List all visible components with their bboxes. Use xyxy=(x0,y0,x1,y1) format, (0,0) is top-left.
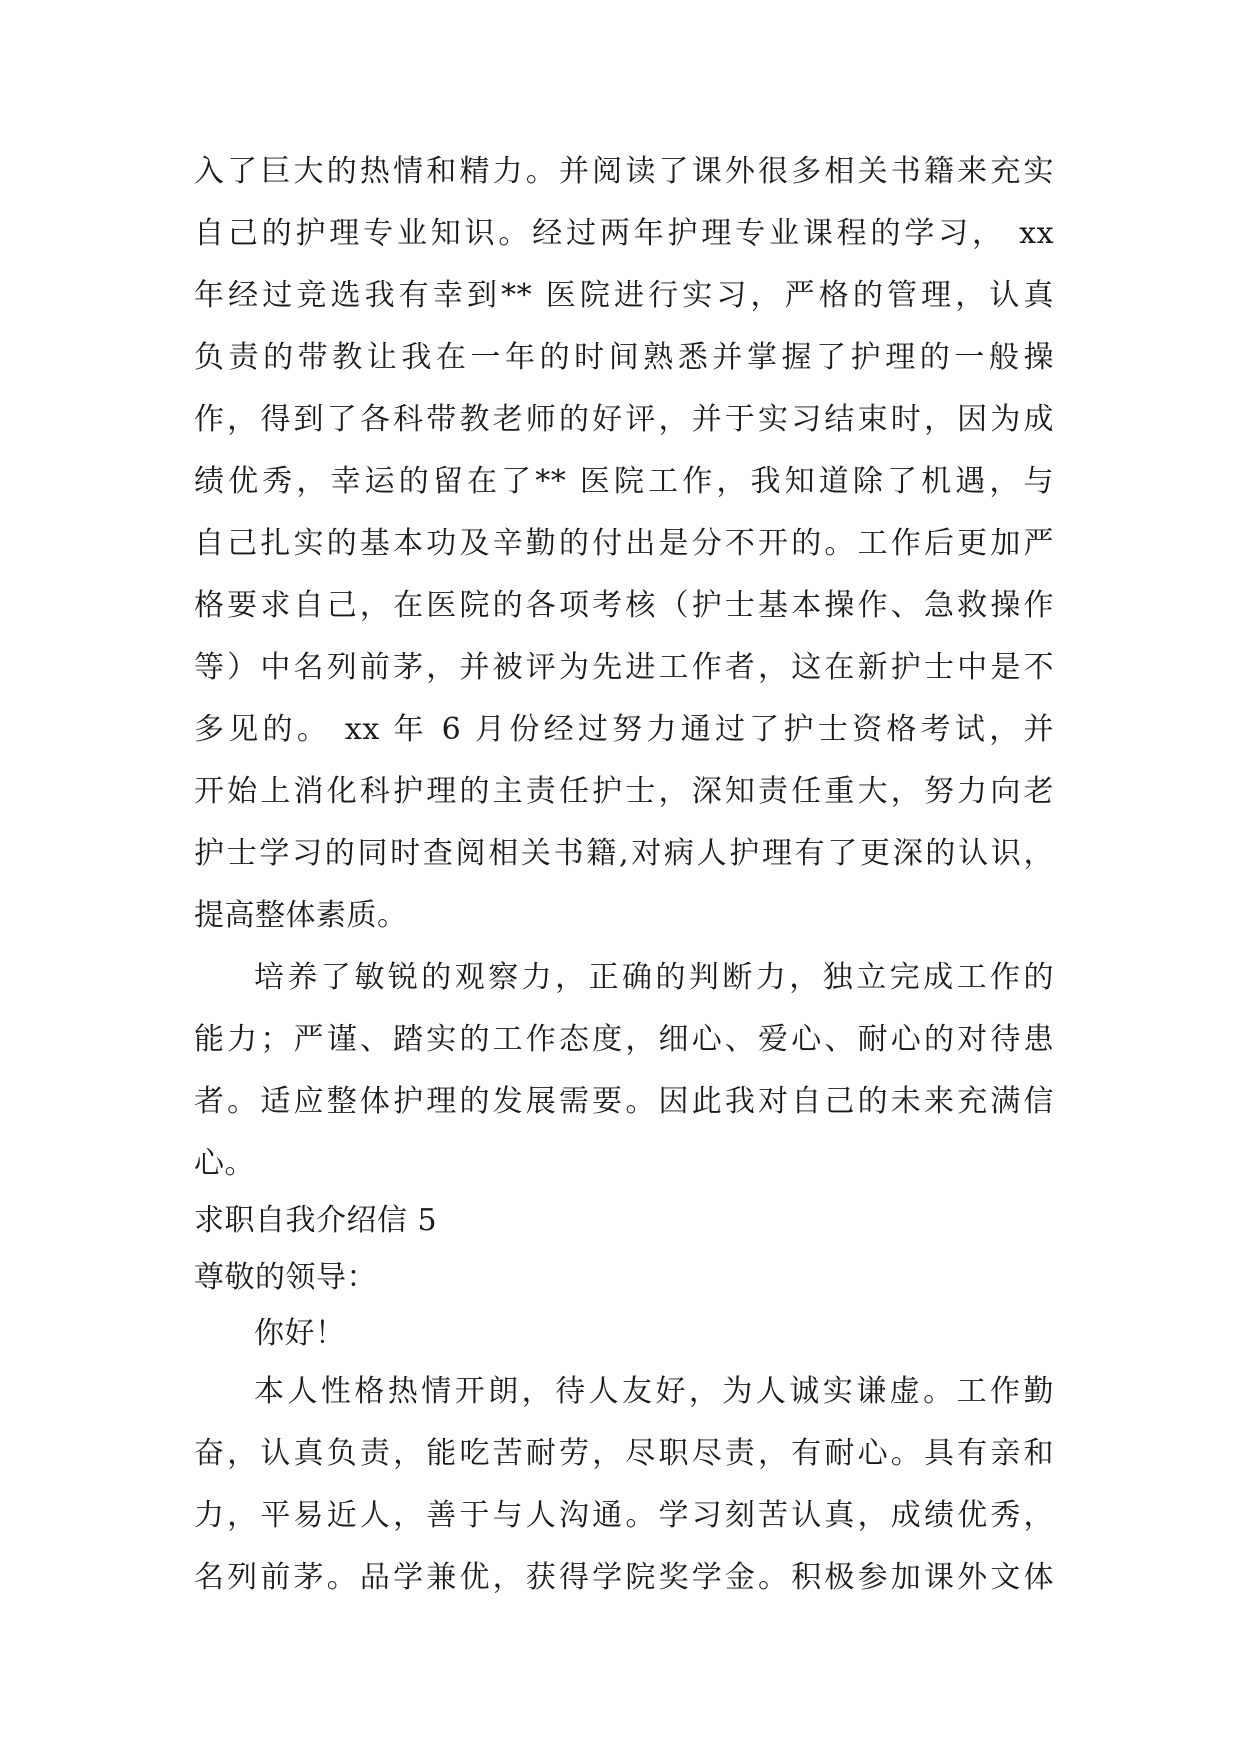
greeting: 你好！ xyxy=(254,1316,346,1351)
text-line: 护士学习的同时查阅相关书籍,对病人护理有了更深的认识， xyxy=(194,836,1054,871)
section-heading: 求职自我介绍信 5 xyxy=(194,1203,438,1238)
text-line: 力，平易近人，善于与人沟通。学习刻苦认真，成绩优秀， xyxy=(194,1498,1054,1533)
text-line: 年经过竞选我有幸到** 医院进行实习，严格的管理，认真 xyxy=(194,278,1054,313)
paragraph-first-line: 本人性格热情开朗，待人友好，为人诚实谦虚。工作勤 xyxy=(254,1374,1054,1409)
text-line: 负责的带教让我在一年的时间熟悉并掌握了护理的一般操 xyxy=(194,340,1054,375)
paragraph-first-line: 培养了敏锐的观察力，正确的判断力，独立完成工作的 xyxy=(254,960,1054,995)
text-line: 作，得到了各科带教老师的好评，并于实习结束时，因为成 xyxy=(194,402,1054,437)
text-line: 等）中名列前茅，并被评为先进工作者，这在新护士中是不 xyxy=(194,650,1054,685)
text-line: 奋，认真负责，能吃苦耐劳，尽职尽责，有耐心。具有亲和 xyxy=(194,1436,1054,1471)
text-line: 绩优秀，幸运的留在了** 医院工作，我知道除了机遇，与 xyxy=(194,464,1054,499)
text-line: 自己扎实的基本功及辛勤的付出是分不开的。工作后更加严 xyxy=(194,526,1054,561)
text-line: 自己的护理专业知识。经过两年护理专业课程的学习， xx xyxy=(194,216,1054,251)
text-line: 者。适应整体护理的发展需要。因此我对自己的未来充满信 xyxy=(194,1084,1054,1119)
text-line: 能力；严谨、踏实的工作态度，细心、爱心、耐心的对待患 xyxy=(194,1022,1054,1057)
text-line: 格要求自己，在医院的各项考核（护士基本操作、急救操作 xyxy=(194,588,1054,623)
salutation: 尊敬的领导： xyxy=(194,1260,377,1295)
text-line: 名列前茅。品学兼优，获得学院奖学金。积极参加课外文体 xyxy=(194,1560,1054,1595)
text-line: 多见的。 xx 年 6 月份经过努力通过了护士资格考试，并 xyxy=(194,712,1054,747)
text-line: 开始上消化科护理的主责任护士，深知责任重大，努力向老 xyxy=(194,774,1054,809)
text-line: 入了巨大的热情和精力。并阅读了课外很多相关书籍来充实 xyxy=(194,154,1054,189)
text-line: 提高整体素质。 xyxy=(194,898,408,933)
text-line: 心。 xyxy=(194,1146,255,1181)
